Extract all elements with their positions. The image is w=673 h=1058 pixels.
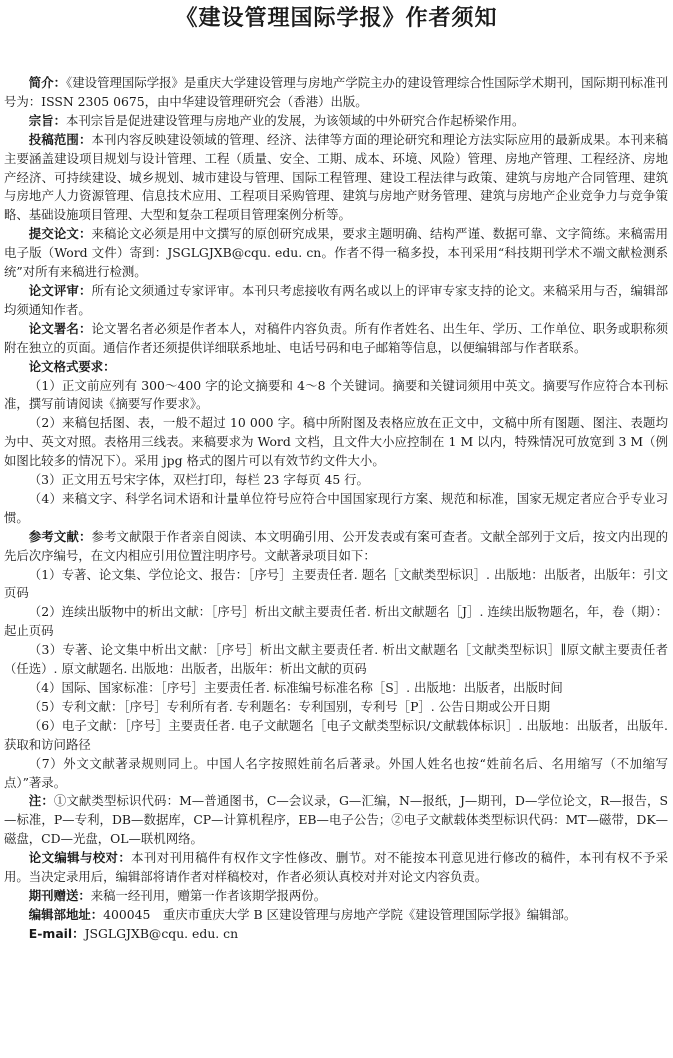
- notice-body: [4, 74, 668, 944]
- item-text: （2）连续出版物中的析出文献：［序号］析出文献主要责任者. 析出文献题名［J］. 连续出版物题名，年，卷（期）：起止页码: [4, 604, 668, 639]
- section-text: ①文献类型标识代码：M—普通图书，C—会议录，G—汇编，N—报纸，J—期刊，D—学位论文，R—报告，S—标准，P—专利，DB—数据库，CP—计算机程序，EB—电子公告；②电子文献载体类型标识代码：MT—磁带，DK—磁盘，CD—光盘，OL—联机网络。: [4, 793, 669, 847]
- section-text: 本刊内容反映建设领域的管理、经济、法律等方面的理论研究和理论方法实际应用的最新成果。本刊来稿主要涵盖建设项目规划与设计管理、工程（质量、安全、工期、成本、环境、风险）管理、房地产管理、工程经济、房地产经济、可持续建设、城乡规划、城市建设与管理、国际工程管理、建设工程法律与政策、建筑与房地产合同管理、建筑与房地产人力资源管理、信息技术应用、工程项目采购管理、建筑与房地产财务管理、建筑与房地产企业竞争力与竞争策略、基础设施项目管理、大型和复杂工程项目管理案例分析等。: [4, 131, 669, 223]
- item-text: （4）来稿文字、科学名词术语和计量单位符号应符合中国国家现行方案、规范和标准，国家无规定者应合乎专业习惯。: [4, 490, 668, 525]
- format-item: [4, 490, 668, 528]
- section-email: [4, 925, 668, 944]
- section-text: 《建设管理国际学报》是重庆大学建设管理与房地产学院主办的建设管理综合性国际学术期刊，国际期刊标准刊号为：ISSN 2305 0675，由中华建设管理研究会（香港）出版。: [4, 75, 669, 109]
- item-text: （6）电子文献：［序号］主要责任者. 电子文献题名［电子文献类型标识/文献载体标识］. 出版地：出版者，出版年. 获取和访问路径: [4, 717, 668, 752]
- item-text: （4）国际、国家标准：［序号］主要责任者. 标准编号标准名称［S］. 出版地：出版者，出版时间: [28, 680, 563, 695]
- section-complimentary: [4, 887, 668, 906]
- section-label: 论文格式要求：: [28, 358, 116, 374]
- page-title: 《建设管理国际学报》作者须知: [175, 6, 498, 31]
- email-link[interactable]: JSGLGJXB@cqu. edu. cn: [84, 925, 239, 941]
- section-purpose: [4, 112, 668, 131]
- item-text: （5）专利文献：［序号］专利所有者. 专利题名：专利国别，专利号［P］. 公告日期或公开日期: [28, 698, 551, 714]
- section-text: 来稿一经刊用，赠第一作者该期学报两份。: [90, 887, 327, 903]
- section-label: 论文评审：: [28, 282, 92, 298]
- item-text: （3）专著、论文集中析出文献：［序号］析出文献主要责任者. 析出文献题名［文献类型标识］∥原文献主要责任者（任选）. 原文献题名. 出版地：出版者，出版年：析出文献的页码: [4, 642, 668, 677]
- section-label: 宗旨：: [28, 112, 66, 128]
- section-intro: [4, 74, 668, 112]
- section-label: 编辑部地址：: [28, 906, 104, 922]
- section-text: 所有论文须通过专家评审。本刊只考虑接收有两名或以上的评审专家支持的论文。来稿采用与否，编辑部均须通知作者。: [4, 282, 669, 317]
- section-authorship: [4, 320, 668, 358]
- section-submission: [4, 225, 668, 282]
- section-editing: [4, 849, 668, 887]
- email-label: E-mail：: [28, 925, 85, 941]
- item-text: （1）正文前应列有 300～400 字的论文摘要和 4～8 个关键词。摘要和关键词须用中英文。摘要写作应符合本刊标准，撰写前请阅读《摘要写作要求》。: [4, 377, 668, 412]
- reference-item: [4, 603, 668, 641]
- section-text: 来稿论文必须是用中文撰写的原创研究成果，要求主题明确、结构严谨、数据可靠、文字简练。来稿需用电子版（Word 文件）寄到：JSGLGJXB@cqu. edu. cn。作者不得一稿多投，本刊采用“科技期刊学术不端文献检测系统”对所有来稿进行检测。: [4, 226, 669, 280]
- section-text: 本刊对刊用稿件有权作文字性修改、删节。对不能按本刊意见进行修改的稿件，本刊有权不予采用。当决定录用后，编辑部将请作者对样稿校对，作者必须认真校对并对论文内容负责。: [4, 850, 669, 885]
- section-references: [4, 528, 668, 566]
- section-address: [4, 906, 668, 925]
- section-label: 注：: [28, 793, 54, 809]
- section-review: [4, 282, 668, 320]
- section-note: [4, 792, 668, 849]
- reference-item: [4, 641, 668, 679]
- format-item: [4, 414, 668, 471]
- section-scope: [4, 131, 668, 226]
- section-label: 论文署名：: [28, 320, 92, 336]
- item-text: （3）正文用五号宋字体，双栏打印，每栏 23 字每页 45 行。: [28, 472, 369, 488]
- item-text: （1）专著、论文集、学位论文、报告：［序号］主要责任者. 题名［文献类型标识］. 出版地：出版者，出版年：引文页码: [4, 566, 668, 601]
- section-label: 提交论文：: [28, 226, 92, 242]
- section-label: 简介：: [28, 75, 67, 90]
- section-label: 投稿范围：: [28, 131, 92, 147]
- section-label: 期刊赠送：: [28, 887, 91, 903]
- reference-item: [4, 698, 668, 717]
- reference-item: [4, 717, 668, 755]
- reference-item: [4, 566, 668, 604]
- reference-item: [4, 679, 668, 698]
- reference-item: [4, 755, 668, 793]
- item-text: （2）来稿包括图、表，一般不超过 10 000 字。稿中所附图及表格应放在正文中，文稿中所有图题、图注、表题均为中、英文对照。表格用三线表。来稿要求为 Word 文档，且文件大小应控制在 1 M 以内，特殊情况可放宽到 3 M（例如图比较多的情况下）。采用 jpg 格式的图片可以有效节约文件大小。: [4, 415, 668, 469]
- format-item: [4, 471, 668, 490]
- item-text: （7）外文文献著录规则同上。中国人名字按照姓前名后著录。外国人姓名也按“姓前名后、名用缩写（不加缩写点）”著录。: [4, 755, 668, 790]
- section-text: 本刊宗旨是促进建设管理与房地产业的发展，为该领域的中外研究合作起桥梁作用。: [65, 112, 525, 128]
- section-label: 论文编辑与校对：: [28, 850, 132, 866]
- section-text: 参考文献限于作者亲自阅读、本文明确引用、公开发表或有案可查者。文献全部列于文后，按文内出现的先后次序编号，在文内相应引用位置注明序号。文献著录项目如下：: [4, 528, 669, 563]
- section-label: 参考文献：: [28, 528, 92, 544]
- format-item: [4, 377, 668, 415]
- section-text: 论文署名者必须是作者本人，对稿件内容负责。所有作者姓名、出生年、学历、工作单位、职务或职称须附在独立的页面。通信作者还须提供详细联系地址、电话号码和电子邮箱等信息，以便编辑部与作者联系。: [4, 320, 669, 355]
- section-format-heading: [4, 358, 668, 377]
- section-text: 400045 重庆市重庆大学 B 区建设管理与房地产学院《建设管理国际学报》编辑部。: [103, 906, 577, 922]
